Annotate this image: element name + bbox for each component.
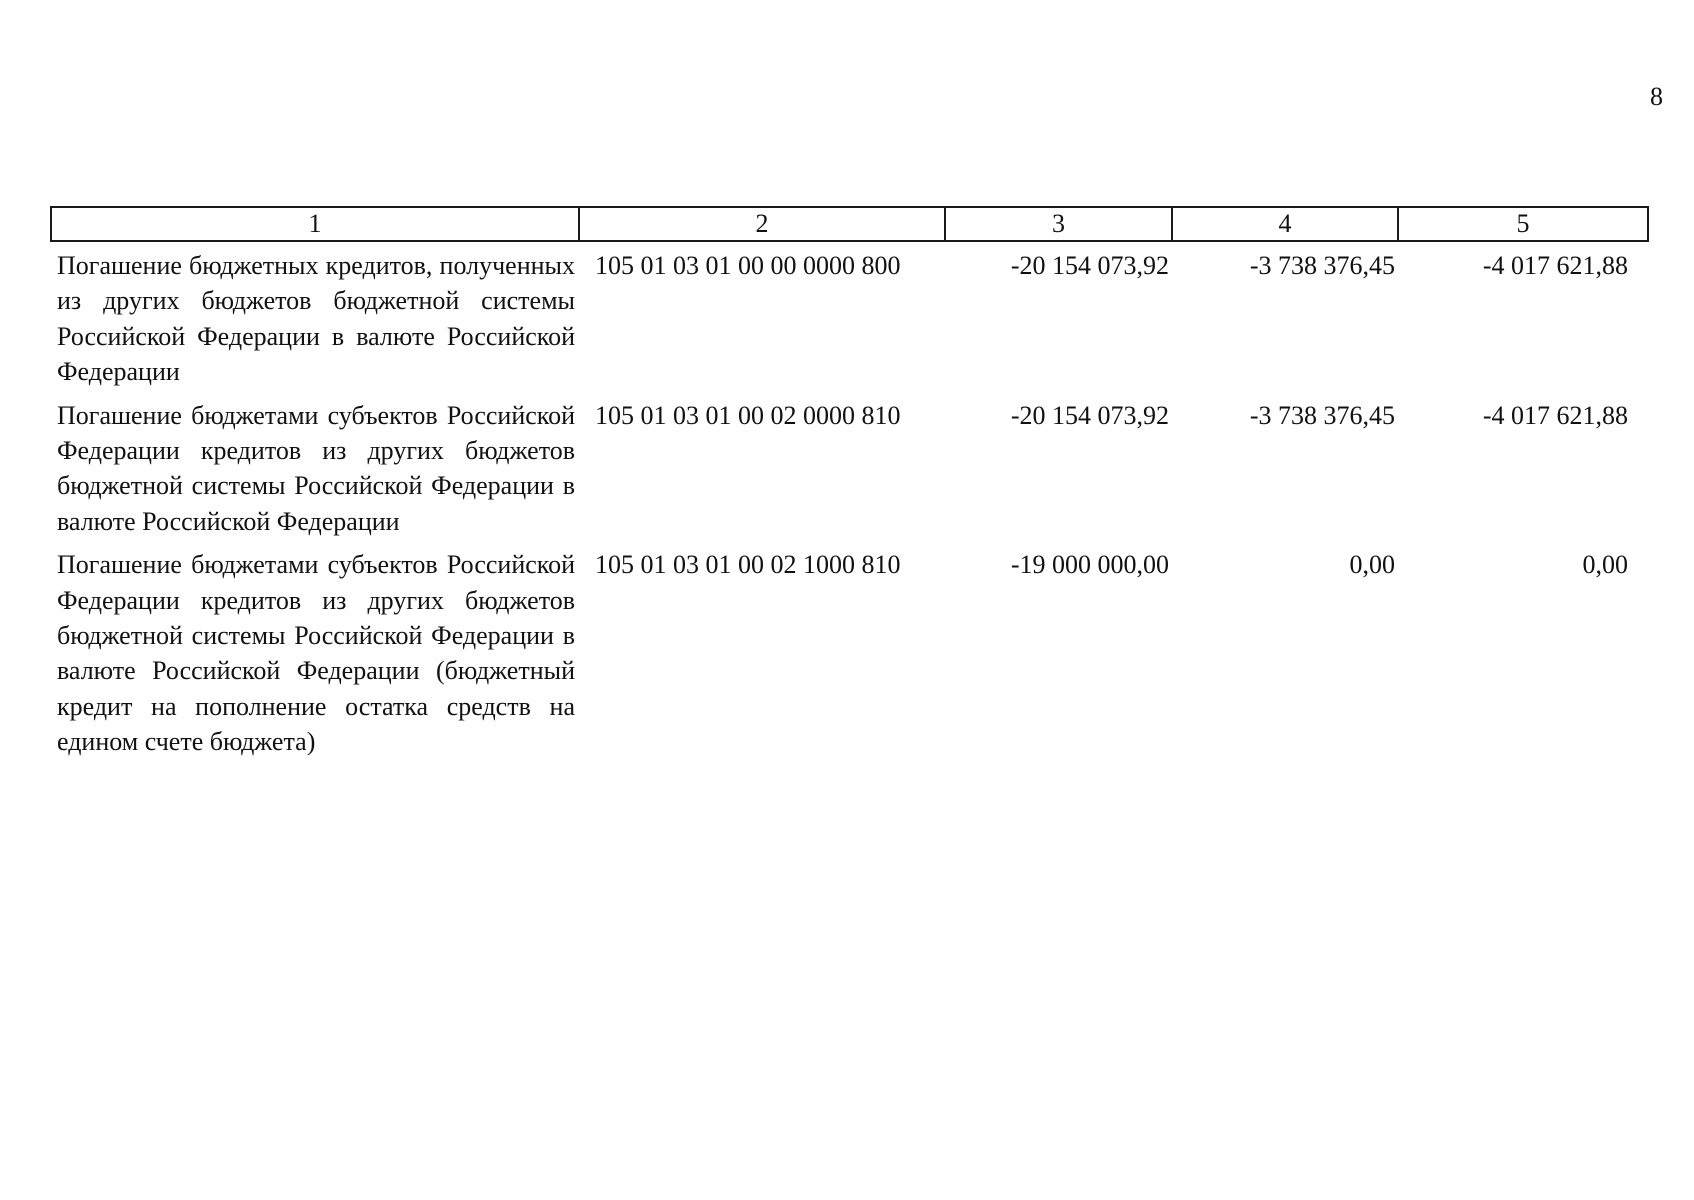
row-value-4: -3 738 376,45 bbox=[1249, 251, 1395, 280]
header-col-1: 1 bbox=[51, 207, 579, 241]
row-code: 105 01 03 01 00 00 0000 800 bbox=[595, 251, 901, 280]
row-value-4: -3 738 376,45 bbox=[1249, 400, 1395, 430]
row-value-5: 0,00 bbox=[1582, 550, 1628, 580]
row-value-5: -4 017 621,88 bbox=[1482, 251, 1628, 280]
budget-table bbox=[50, 206, 1649, 760]
page-number: 8 bbox=[1650, 82, 1663, 111]
row-code: 105 01 03 01 00 02 1000 810 bbox=[595, 550, 901, 580]
header-row bbox=[51, 207, 1648, 241]
table-row bbox=[51, 241, 1648, 390]
row-name: Погашение бюджетами субъектов Российской Федерации кредитов из других бюджетов бюджетной системы Российской Федерации в валюте Российской Федерации (бюджетный кредит на пополнение остатка средств на едином счете бюджета) bbox=[57, 550, 575, 757]
header-col-5: 5 bbox=[1398, 207, 1648, 241]
row-name: Погашение бюджетами субъектов Российской Федерации кредитов из других бюджетов бюджетной системы Российской Федерации в валюте Российской Федерации bbox=[57, 400, 575, 536]
header-col-4: 4 bbox=[1172, 207, 1398, 241]
row-name: Погашение бюджетных кредитов, полученных из других бюджетов бюджетной системы Российской Федерации в валюте Российской Федерации bbox=[57, 251, 575, 387]
row-code: 105 01 03 01 00 02 0000 810 bbox=[595, 400, 901, 430]
header-col-2: 2 bbox=[579, 207, 945, 241]
row-value-5: -4 017 621,88 bbox=[1482, 400, 1628, 430]
table-row bbox=[51, 539, 1648, 759]
table-header bbox=[51, 207, 1648, 241]
row-value-4: 0,00 bbox=[1349, 550, 1395, 580]
table-row bbox=[51, 390, 1648, 540]
header-col-3: 3 bbox=[945, 207, 1172, 241]
table-body bbox=[51, 241, 1648, 760]
row-value-3: -20 154 073,92 bbox=[1010, 251, 1169, 280]
row-value-3: -19 000 000,00 bbox=[1010, 550, 1169, 580]
row-value-3: -20 154 073,92 bbox=[1010, 400, 1169, 430]
